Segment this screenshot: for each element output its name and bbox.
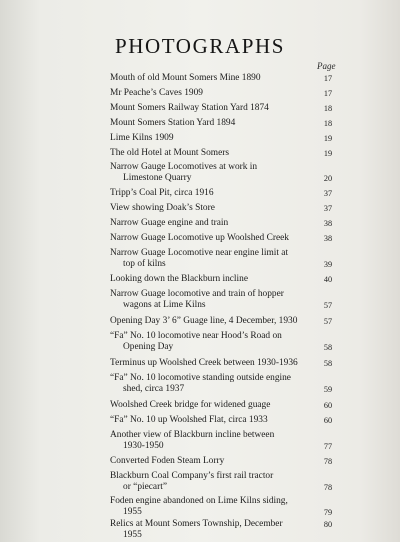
entry-page: 58 bbox=[323, 359, 333, 368]
entry-title: Foden engine abandoned on Lime Kilns siding, 1955 bbox=[110, 496, 288, 518]
entry-page: 59 bbox=[323, 385, 333, 394]
entry-title: Narrow Guage Locomotive up Woolshed Creek bbox=[110, 233, 289, 243]
entry-title: Mr Peache’s Caves 1909 bbox=[110, 88, 203, 98]
entry-page: 39 bbox=[323, 260, 333, 269]
entry-page: 17 bbox=[323, 74, 333, 83]
entry-page: 79 bbox=[323, 508, 333, 517]
entry-page: 60 bbox=[323, 416, 333, 425]
entry-page: 19 bbox=[323, 149, 333, 158]
entry-page: 37 bbox=[323, 189, 333, 198]
entry-page: 60 bbox=[323, 401, 333, 410]
entry-title: Opening Day 3’ 6” Guage line, 4 December, 1930 bbox=[110, 316, 298, 326]
entry-title: “Fa” No. 10 locomotive standing outside engine shed, circa 1937 bbox=[110, 373, 291, 395]
entry-title: Narrow Guage locomotive and train of hopper wagons at Lime Kilns bbox=[110, 289, 284, 311]
entry-title: View showing Doak’s Store bbox=[110, 203, 215, 213]
entry-title: Narrow Guage engine and train bbox=[110, 218, 229, 228]
entry-title: The old Hotel at Mount Somers bbox=[110, 148, 229, 158]
entry-title: Looking down the Blackburn incline bbox=[110, 274, 248, 284]
entry-title: Mount Somers Railway Station Yard 1874 bbox=[110, 103, 269, 113]
entry-page: 18 bbox=[323, 104, 333, 113]
entry-title: Blackburn Coal Company’s first rail tractor or “piecart” bbox=[110, 471, 274, 493]
entry-title: Converted Foden Steam Lorry bbox=[110, 456, 225, 466]
entry-page: 77 bbox=[323, 442, 333, 451]
entry-page: 78 bbox=[323, 483, 333, 492]
entry-page: 19 bbox=[323, 134, 333, 143]
entry-title: Narrow Guage Locomotive near engine limit at top of kilns bbox=[110, 248, 289, 270]
page-column-label: Page bbox=[317, 61, 336, 71]
entry-page: 40 bbox=[323, 275, 333, 284]
entry-title: Narrow Gauge Locomotives at work in Limestone Quarry bbox=[110, 162, 258, 184]
entry-page: 18 bbox=[323, 119, 333, 128]
entry-title: Mount Somers Station Yard 1894 bbox=[110, 118, 236, 128]
entry-title: Relics at Mount Somers Township, December 1955 bbox=[110, 519, 283, 541]
entry-page: 78 bbox=[323, 457, 333, 466]
entry-page: 80 bbox=[323, 520, 333, 529]
entry-title: Tripp’s Coal Pit, circa 1916 bbox=[110, 188, 214, 198]
entry-title: Another view of Blackburn incline between 1930-1950 bbox=[110, 430, 275, 452]
entry-title: Terminus up Woolshed Creek between 1930-1936 bbox=[110, 358, 298, 368]
entry-page: 38 bbox=[323, 219, 333, 228]
entry-title: Lime Kilns 1909 bbox=[110, 133, 174, 143]
entry-title: “Fa” No. 10 up Woolshed Flat, circa 1933 bbox=[110, 415, 268, 425]
entry-page: 57 bbox=[323, 301, 333, 310]
entry-page: 37 bbox=[323, 204, 333, 213]
entry-page: 17 bbox=[323, 89, 333, 98]
entry-page: 20 bbox=[323, 174, 333, 183]
page-heading: PHOTOGRAPHS bbox=[114, 34, 286, 58]
entry-page: 57 bbox=[323, 317, 333, 326]
entry-page: 38 bbox=[323, 234, 333, 243]
entry-title: “Fa” No. 10 locomotive near Hood’s Road on Opening Day bbox=[110, 331, 282, 353]
entry-page: 58 bbox=[323, 343, 333, 352]
entry-title: Woolshed Creek bridge for widened guage bbox=[110, 400, 271, 410]
entry-title: Mouth of old Mount Somers Mine 1890 bbox=[110, 73, 261, 83]
